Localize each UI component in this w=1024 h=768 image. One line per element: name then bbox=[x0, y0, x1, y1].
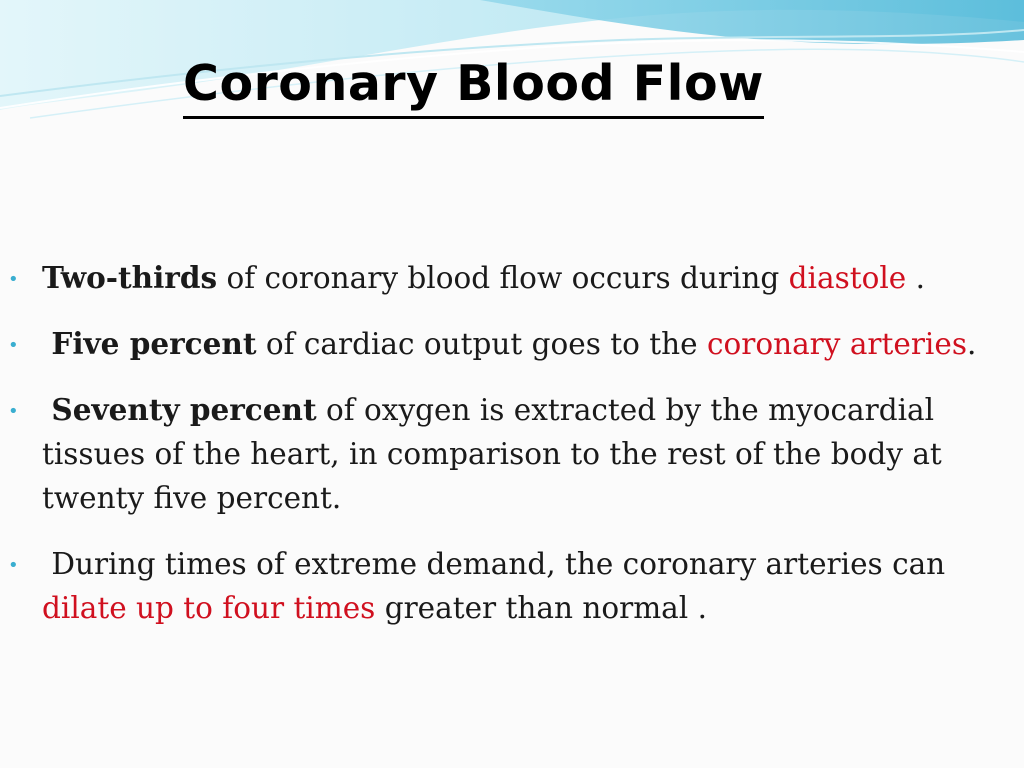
bullet-item bbox=[8, 388, 1013, 520]
bullet-text: During times of extreme demand, the coronary arteries can bbox=[51, 547, 946, 581]
bullet-item bbox=[8, 542, 1013, 630]
bullet-text-end: . bbox=[966, 327, 977, 361]
bullet-highlight-text: dilate up to four times bbox=[42, 591, 376, 625]
bullet-bold-text: Five percent bbox=[51, 326, 257, 361]
bullet-list bbox=[8, 256, 1013, 652]
bullet-bold-text: Two-thirds bbox=[42, 260, 218, 295]
bullet-text-end: . bbox=[906, 261, 925, 295]
bullet-text: of oxygen is extracted by the myocardial tissues of the heart, in comparison to the rest of the body at twenty five percent. bbox=[42, 393, 942, 515]
bullet-dot-icon: • bbox=[8, 555, 19, 576]
bullet-text: of cardiac output goes to the bbox=[256, 327, 707, 361]
bullet-item bbox=[8, 322, 1013, 366]
bullet-highlight-text: coronary arteries bbox=[706, 327, 967, 361]
slide-title: Coronary Blood Flow bbox=[183, 52, 764, 119]
bullet-dot-icon: • bbox=[8, 401, 19, 422]
bullet-dot-icon: • bbox=[8, 335, 19, 356]
bullet-dot-icon: • bbox=[8, 269, 19, 290]
bullet-text-end: greater than normal . bbox=[375, 591, 707, 625]
bullet-text: of coronary blood flow occurs during bbox=[217, 261, 789, 295]
bullet-bold-text: Seventy percent bbox=[51, 392, 317, 427]
bullet-highlight-text: diastole bbox=[788, 261, 907, 295]
bullet-item bbox=[8, 256, 1013, 300]
